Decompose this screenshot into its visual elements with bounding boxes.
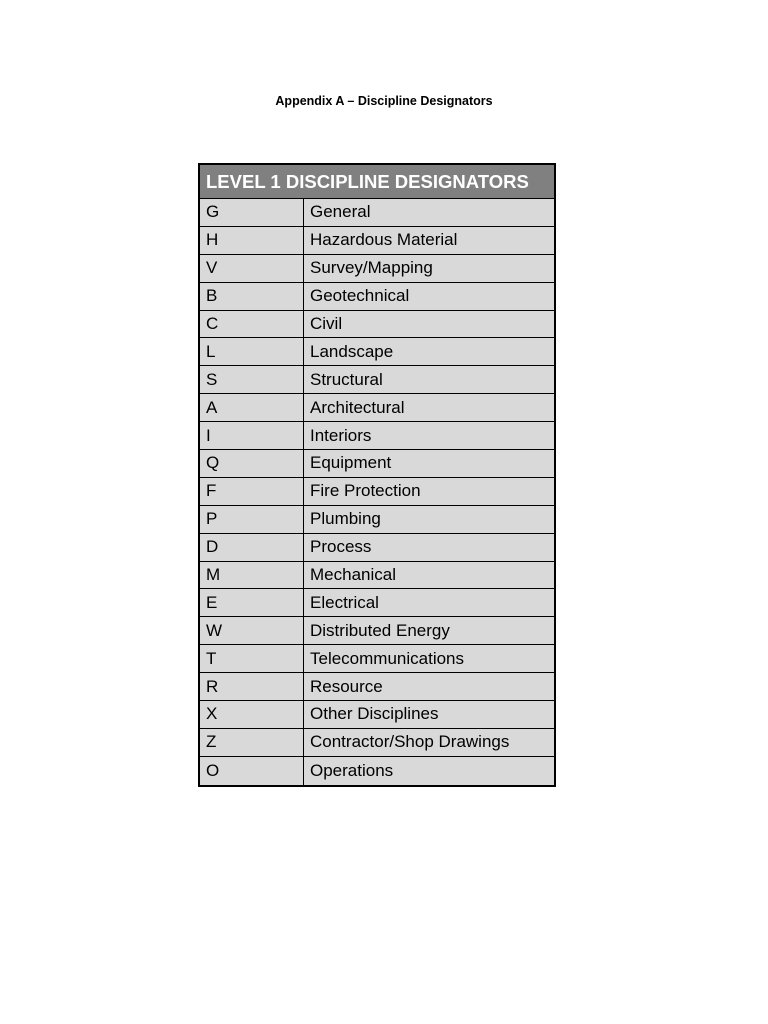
table-row xyxy=(200,589,554,617)
discipline-name-cell: Resource xyxy=(310,676,383,696)
table-row xyxy=(200,701,554,729)
discipline-name-cell: Operations xyxy=(310,760,394,780)
page-title: Appendix A – Discipline Designators xyxy=(275,94,493,108)
designator-code-cell: V xyxy=(200,255,304,282)
designator-code-cell: D xyxy=(200,534,304,561)
discipline-name-cell: Survey/Mapping xyxy=(310,258,433,278)
discipline-name-cell: Process xyxy=(310,537,372,557)
table-row xyxy=(200,255,554,283)
discipline-name-cell: Plumbing xyxy=(310,509,381,529)
table-row xyxy=(200,478,554,506)
table-row xyxy=(200,283,554,311)
table-row xyxy=(200,366,554,394)
designator-code-cell: L xyxy=(200,338,304,365)
discipline-name-cell: Geotechnical xyxy=(310,286,410,306)
designator-code-cell: O xyxy=(200,757,304,785)
designator-code-cell: R xyxy=(200,673,304,700)
table-row xyxy=(200,617,554,645)
table-row xyxy=(200,562,554,590)
table-row xyxy=(200,338,554,366)
table-row xyxy=(200,673,554,701)
designator-code-cell: Z xyxy=(200,729,304,756)
table-row xyxy=(200,506,554,534)
discipline-designators-table xyxy=(198,163,556,787)
discipline-name-cell: Structural xyxy=(310,369,383,389)
discipline-name-cell: Architectural xyxy=(310,397,405,417)
discipline-name-cell: Interiors xyxy=(310,425,372,445)
discipline-name-cell: Electrical xyxy=(310,592,379,612)
table-row xyxy=(200,757,554,785)
discipline-name-cell: Hazardous Material xyxy=(310,230,458,250)
discipline-name-cell: Fire Protection xyxy=(310,481,421,501)
table-row xyxy=(200,729,554,757)
designator-code-cell: W xyxy=(200,617,304,644)
designator-code-cell: G xyxy=(200,199,304,226)
discipline-name-cell: Other Disciplines xyxy=(310,704,439,724)
discipline-name-cell: Contractor/Shop Drawings xyxy=(310,732,510,752)
table-body xyxy=(200,199,554,785)
table-row xyxy=(200,199,554,227)
table-header: LEVEL 1 DISCIPLINE DESIGNATORS xyxy=(200,165,554,199)
discipline-name-cell: Mechanical xyxy=(310,565,396,585)
designator-code-cell: F xyxy=(200,478,304,505)
designator-code-cell: Q xyxy=(200,450,304,477)
designator-code-cell: H xyxy=(200,227,304,254)
table-row xyxy=(200,227,554,255)
discipline-name-cell: Civil xyxy=(310,314,343,333)
discipline-name-cell: Distributed Energy xyxy=(310,620,450,640)
designator-code-cell: E xyxy=(200,589,304,616)
designator-code-cell: A xyxy=(200,394,304,421)
designator-code-cell: S xyxy=(200,366,304,393)
table-row xyxy=(200,534,554,562)
discipline-name-cell: Equipment xyxy=(310,453,392,473)
discipline-name-cell: General xyxy=(310,202,371,222)
table-row xyxy=(200,422,554,450)
discipline-name-cell: Landscape xyxy=(310,341,394,361)
table-row xyxy=(200,645,554,673)
designator-code-cell: B xyxy=(200,283,304,310)
designator-code-cell: C xyxy=(200,311,304,338)
table-row xyxy=(200,394,554,422)
designator-code-cell: M xyxy=(200,562,304,589)
designator-code-cell: T xyxy=(200,645,304,672)
designator-code-cell: I xyxy=(200,422,304,449)
designator-code-cell: P xyxy=(200,506,304,533)
designator-code-cell: X xyxy=(200,701,304,728)
table-row xyxy=(200,450,554,478)
table-row xyxy=(200,311,554,339)
discipline-name-cell: Telecommunications xyxy=(310,648,465,668)
